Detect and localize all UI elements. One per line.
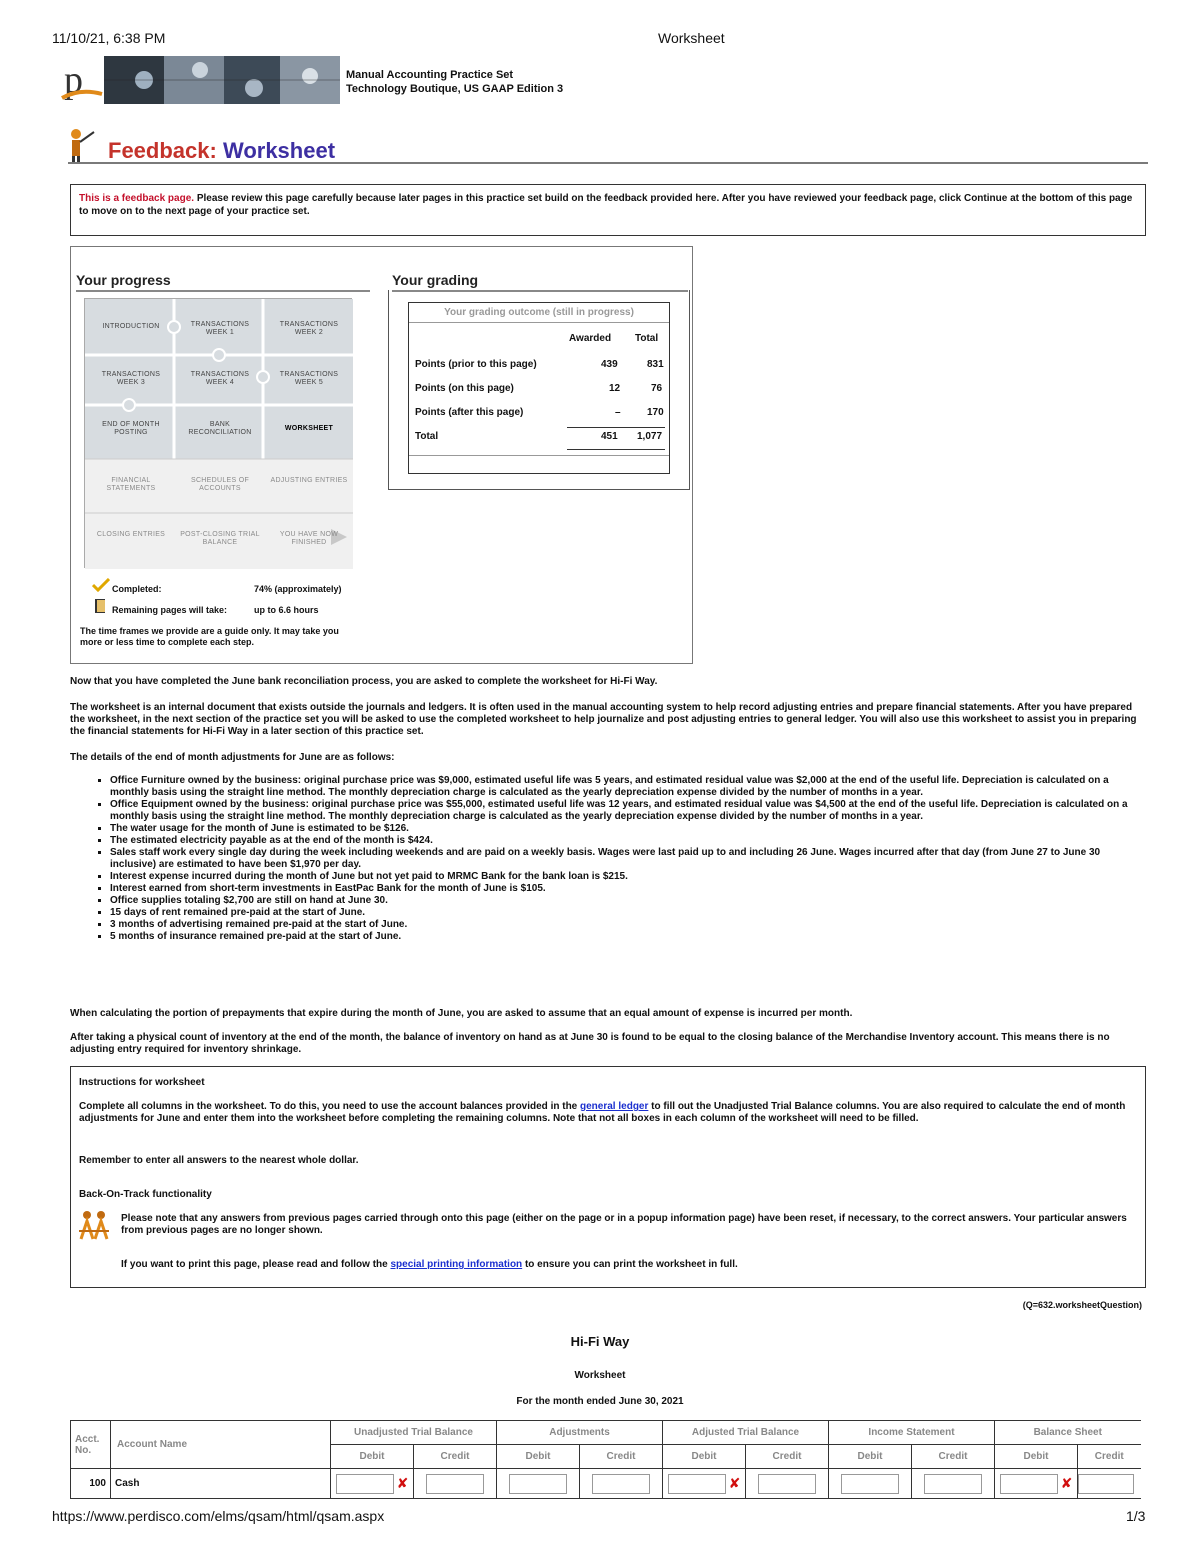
row-account-name: Cash (111, 1469, 331, 1499)
print-page-number: 1/3 (1126, 1508, 1146, 1524)
checkmark-icon (92, 578, 110, 592)
adjustment-item: ▪ Interest expense incurred during the month of June but not yet paid to MRMC Bank for the bank loan is $215. (110, 871, 1146, 883)
grading-row-label: Points (prior to this page) (415, 359, 537, 370)
puzzle-financial-statements: FINANCIAL STATEMENTS (106, 477, 156, 492)
grading-row-label: Points (on this page) (415, 383, 514, 394)
col-acct-no: Acct. No. (71, 1421, 111, 1469)
puzzle-adjusting-entries: ADJUSTING ENTRIES (270, 477, 348, 484)
grading-row-total: 1,077 (637, 431, 663, 442)
grading-row-awarded: – (615, 407, 621, 418)
question-id: (Q=632.worksheetQuestion) (1022, 1300, 1142, 1310)
grading-col-total: Total (635, 333, 659, 344)
grading-row-label: Total (415, 431, 439, 442)
grading-row-total: 76 (651, 383, 663, 394)
grading-row-awarded: 12 (609, 383, 621, 394)
col-group-balance-sheet: Balance Sheet (995, 1421, 1141, 1445)
page-title-prefix: Feedback: (108, 138, 217, 163)
completed-label: Completed: (112, 584, 162, 594)
col-debit: Debit (497, 1445, 580, 1469)
printing-text-b: to ensure you can print the worksheet in full. (522, 1259, 738, 1270)
presenter-icon (68, 128, 98, 162)
grading-row-total: 170 (647, 407, 664, 418)
printing-paragraph (121, 1259, 738, 1271)
puzzle-closing-entries: CLOSING ENTRIES (96, 531, 166, 538)
grading-heading: Your grading (392, 272, 688, 292)
col-credit: Credit (912, 1445, 995, 1469)
adjustment-item: ▪ Office supplies totaling $2,700 are still on hand at June 30. (110, 895, 1146, 907)
instructions-heading: Instructions for worksheet (79, 1077, 205, 1088)
balance-debit-input[interactable] (1000, 1474, 1058, 1494)
page-title (108, 138, 335, 164)
adjustments-debit-input[interactable] (509, 1474, 567, 1494)
col-credit: Credit (580, 1445, 663, 1469)
worksheet-period: For the month ended June 30, 2021 (516, 1396, 684, 1407)
back-on-track-heading: Back-On-Track functionality (79, 1189, 212, 1200)
adjustment-item: ▪ Office Furniture owned by the business: original purchase price was $9,000, estimated useful life was 5 years, and estimated residual value was $2,000 at the end of the useful life. Depreciation is calculated on a monthly basis using the straight line method. The monthly depreciation charge is calculated as the yearly depreciation expense divided by the number of months in a year. (110, 775, 1146, 799)
grading-header-row (415, 333, 665, 349)
general-ledger-link[interactable]: general ledger (580, 1101, 649, 1112)
intro-paragraph-1: Now that you have completed the June bank reconciliation process, you are asked to complete the worksheet for Hi-Fi Way. (70, 676, 658, 687)
grading-row-total: 831 (647, 359, 664, 370)
income-credit-input[interactable] (924, 1474, 982, 1494)
unadjusted-debit-input[interactable] (336, 1474, 394, 1494)
adjustment-item: ▪ Interest earned from short-term investments in EastPac Bank for the month of June is $105. (110, 883, 1146, 895)
worksheet-table (70, 1420, 1141, 1499)
incorrect-x-icon: ✘ (1060, 1475, 1073, 1491)
col-credit: Credit (746, 1445, 829, 1469)
completed-value: 74% (approximately) (254, 584, 342, 594)
progress-heading: Your progress (76, 272, 370, 292)
instructions-box (70, 1066, 1146, 1288)
print-url: https://www.perdisco.com/elms/qsam/html/qsam.aspx (52, 1508, 385, 1524)
adjustment-item: ▪ 5 months of insurance remained pre-paid at the start of June. (110, 931, 1146, 943)
grading-total-row (415, 431, 665, 447)
puzzle-end-of-month-posting: END OF MONTH POSTING (102, 421, 160, 436)
book-icon (94, 598, 108, 614)
grading-row-awarded: 439 (601, 359, 618, 370)
grading-table (408, 302, 670, 474)
col-group-adjustments: Adjustments (497, 1421, 663, 1445)
notice-text: Please review this page carefully because later pages in this practice set build on the feedback provided here. After you have reviewed your feedback page, click (194, 193, 964, 204)
banner-line-2: Technology Boutique, US GAAP Edition 3 (346, 83, 564, 95)
balance-credit-input[interactable] (1078, 1474, 1134, 1494)
col-credit: Credit (414, 1445, 497, 1469)
progress-note: The time frames we provide are a guide only. It may take you more or less time to complete each step. (80, 626, 339, 647)
puzzle-transactions-week-5: TRANSACTIONS WEEK 5 (279, 371, 339, 386)
page-title-main: Worksheet (222, 138, 336, 163)
grading-col-awarded: Awarded (569, 333, 612, 344)
puzzle-introduction: INTRODUCTION (102, 323, 160, 330)
grading-total-rule (567, 427, 665, 428)
instructions-p1-b: in the worksheet. To do this, you need to use the account balances provided in the (182, 1101, 581, 1112)
feedback-title-bar (68, 128, 1148, 164)
printing-text-a: If you want to print this page, please read and follow the (121, 1259, 391, 1270)
adjustments-credit-input[interactable] (592, 1474, 650, 1494)
instructions-p1-bold: all columns (127, 1101, 183, 1112)
notice-lead: This is a feedback page. (79, 193, 195, 204)
instructions-paragraph-1 (79, 1101, 1135, 1125)
perdisco-logo (60, 58, 104, 102)
puzzle-worksheet: WORKSHEET (284, 425, 334, 432)
back-on-track-text: Please note that any answers from previous pages carried through onto this page (either on the page or in a popup information page) have been reset, if necessary, to the correct answers. Your particular answers from previous pages are no longer shown. (121, 1213, 1127, 1236)
svg-text:p: p (64, 59, 83, 101)
col-group-adjusted: Adjusted Trial Balance (663, 1421, 829, 1445)
banner-title (346, 68, 563, 96)
intro-paragraph-3: The details of the end of month adjustments for June are as follows: (70, 752, 395, 763)
instructions-p1-c: to fill out the Unadjusted Trial Balance columns. You are also required to calculate the end of month adjustments for June and enter them into the worksheet before completing the remaining columns. Note that not all boxes in each column of the worksheet will need to be filled. (79, 1101, 1126, 1124)
grading-total-double-rule (567, 449, 665, 450)
print-datetime: 11/10/21, 6:38 PM (52, 30, 166, 46)
grading-footer-divider (409, 455, 669, 456)
puzzle-you-have-now-finished: YOU HAVE NOW FINISHED (279, 531, 339, 546)
grading-row-label: Points (after this page) (415, 407, 524, 418)
instructions-paragraph-2: Remember to enter all answers to the nearest whole dollar. (79, 1155, 359, 1166)
adjustment-item: ▪ Sales staff work every single day during the week including weekends and are paid on a weekly basis. Wages were last paid up to and including 26 June. Wages incurred after that day (from June 27 to June 30 inclusive) are estimated to have been $1,970 per day. (110, 847, 1146, 871)
worksheet-title: Worksheet (574, 1370, 626, 1381)
worksheet-company: Hi-Fi Way (570, 1334, 630, 1349)
col-debit: Debit (663, 1445, 746, 1469)
col-group-income-statement: Income Statement (829, 1421, 995, 1445)
grading-row-awarded: 451 (601, 431, 618, 442)
puzzle-transactions-week-4: TRANSACTIONS WEEK 4 (190, 371, 250, 386)
col-debit: Debit (331, 1445, 414, 1469)
adjustment-item: ▪ The estimated electricity payable as at the end of the month is $424. (110, 835, 1146, 847)
banner-line-1: Manual Accounting Practice Set (346, 69, 514, 81)
puzzle-bank-reconciliation: BANK RECONCILIATION (188, 421, 252, 436)
adjustments-list (90, 775, 1146, 943)
table-row (71, 1469, 1141, 1499)
col-group-unadjusted: Unadjusted Trial Balance (331, 1421, 497, 1445)
incorrect-x-icon: ✘ (396, 1475, 409, 1491)
grading-row (415, 383, 665, 399)
grading-row (415, 359, 665, 375)
adjustment-item: ▪ The water usage for the month of June is estimated to be $126. (110, 823, 1146, 835)
banner-puzzle-image (104, 56, 340, 104)
adjusted-credit-input[interactable] (758, 1474, 816, 1494)
adjustment-item: ▪ Office Equipment owned by the business: original purchase price was $55,000, estimated useful life was 12 years, and estimated residual value was $4,500 at the end of the useful life. Depreciation is calculated on a monthly basis using the straight line method. The monthly depreciation charge is calculated as the yearly depreciation expense divided by the number of months in a year. (110, 799, 1146, 823)
grading-row (415, 407, 665, 423)
puzzle-post-closing-trial-balance: POST-CLOSING TRIAL BALANCE (180, 531, 260, 546)
after-paragraph-2: After taking a physical count of inventory at the end of the month, the balance of inventory on hand as at June 30 is found to be equal to the closing balance of the Merchandise Inventory account. This means there is no adjusting entry required for inventory shrinkage. (70, 1032, 1110, 1055)
print-doc-title: Worksheet (658, 30, 725, 46)
after-paragraph-1: When calculating the portion of prepayments that expire during the month of June, you are asked to assume that an equal amount of expense is incurred per month. (70, 1008, 853, 1019)
row-acct-no: 100 (71, 1469, 111, 1499)
adjusted-debit-input[interactable] (668, 1474, 726, 1494)
income-debit-input[interactable] (841, 1474, 899, 1494)
progress-puzzle (84, 298, 352, 568)
grading-caption: Your grading outcome (still in progress) (409, 303, 669, 323)
intro-paragraph-2: The worksheet is an internal document that exists outside the journals and ledgers. It is often used in the manual accounting system to help record adjusting entries and prepare financial statements. After you have prepared the worksheet, in the next section of the practice set you will be asked to use the completed worksheet to help journalize and post adjusting entries to general ledger. You will also use this worksheet to assist you in preparing the financial statements for Hi-Fi Way in a later section of this practice set. (70, 702, 1137, 737)
col-credit: Credit (1078, 1445, 1141, 1469)
instructions-p1-a: Complete (79, 1101, 128, 1112)
remaining-value: up to 6.6 hours (254, 605, 319, 615)
feedback-notice (70, 184, 1146, 236)
adjustment-item: ▪ 15 days of rent remained pre-paid at the start of June. (110, 907, 1146, 919)
special-printing-link[interactable]: special printing information (390, 1259, 523, 1270)
puzzle-transactions-week-2: TRANSACTIONS WEEK 2 (279, 321, 339, 336)
unadjusted-credit-input[interactable] (426, 1474, 484, 1494)
adjustment-item: ▪ 3 months of advertising remained pre-paid at the start of June. (110, 919, 1146, 931)
col-debit: Debit (829, 1445, 912, 1469)
notice-continue-word: Continue (963, 193, 1008, 204)
back-on-track-icon (77, 1209, 111, 1241)
col-account-name: Account Name (111, 1421, 331, 1469)
remaining-label: Remaining pages will take: (112, 605, 228, 615)
col-debit: Debit (995, 1445, 1078, 1469)
notice-tail: at the bottom of this page to move on to the next page of your practice set. (79, 193, 1133, 217)
puzzle-transactions-week-1: TRANSACTIONS WEEK 1 (190, 321, 250, 336)
incorrect-x-icon: ✘ (728, 1475, 741, 1491)
puzzle-schedules-of-accounts: SCHEDULES OF ACCOUNTS (190, 477, 250, 492)
puzzle-transactions-week-3: TRANSACTIONS WEEK 3 (101, 371, 161, 386)
